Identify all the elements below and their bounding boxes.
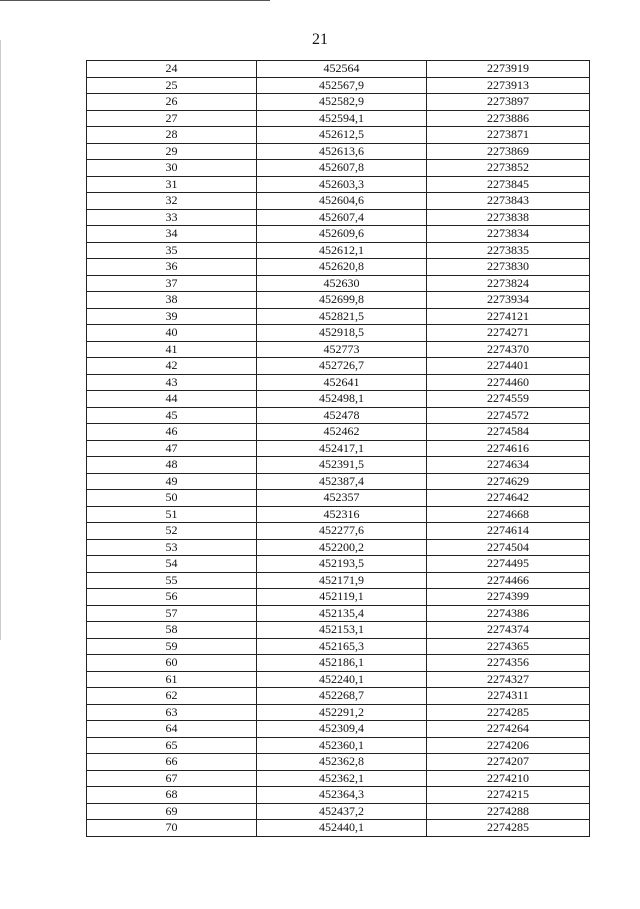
table-row — [87, 275, 590, 292]
y-coordinate-cell: 2274207 — [427, 754, 590, 771]
table-row — [87, 737, 590, 754]
table-row — [87, 110, 590, 127]
x-coordinate-cell: 452119,1 — [257, 589, 427, 606]
point-number-cell: 34 — [87, 226, 257, 243]
point-number-cell: 40 — [87, 325, 257, 342]
y-coordinate-cell: 2274584 — [427, 424, 590, 441]
y-coordinate-cell: 2274401 — [427, 358, 590, 375]
table-row — [87, 754, 590, 771]
point-number-cell: 49 — [87, 473, 257, 490]
point-number-cell: 58 — [87, 622, 257, 639]
point-number-cell: 30 — [87, 160, 257, 177]
table-row — [87, 77, 590, 94]
point-number-cell: 64 — [87, 721, 257, 738]
y-coordinate-cell: 2274285 — [427, 704, 590, 721]
y-coordinate-cell: 2274616 — [427, 440, 590, 457]
x-coordinate-cell: 452240,1 — [257, 671, 427, 688]
table-row — [87, 160, 590, 177]
y-coordinate-cell: 2273834 — [427, 226, 590, 243]
left-scan-edge — [0, 40, 1, 640]
table-row — [87, 440, 590, 457]
table-row — [87, 506, 590, 523]
y-coordinate-cell: 2274206 — [427, 737, 590, 754]
x-coordinate-cell: 452364,3 — [257, 787, 427, 804]
table-row — [87, 457, 590, 474]
y-coordinate-cell: 2273869 — [427, 143, 590, 160]
point-number-cell: 53 — [87, 539, 257, 556]
table-row — [87, 721, 590, 738]
point-number-cell: 42 — [87, 358, 257, 375]
table-row — [87, 407, 590, 424]
x-coordinate-cell: 452607,8 — [257, 160, 427, 177]
point-number-cell: 55 — [87, 572, 257, 589]
point-number-cell: 63 — [87, 704, 257, 721]
x-coordinate-cell: 452773 — [257, 341, 427, 358]
x-coordinate-cell: 452277,6 — [257, 523, 427, 540]
x-coordinate-cell: 452193,5 — [257, 556, 427, 573]
table-row — [87, 242, 590, 259]
point-number-cell: 33 — [87, 209, 257, 226]
table-row — [87, 308, 590, 325]
table-row — [87, 226, 590, 243]
table-row — [87, 655, 590, 672]
y-coordinate-cell: 2274504 — [427, 539, 590, 556]
x-coordinate-cell: 452135,4 — [257, 605, 427, 622]
x-coordinate-cell: 452291,2 — [257, 704, 427, 721]
y-coordinate-cell: 2274460 — [427, 374, 590, 391]
x-coordinate-cell: 452603,3 — [257, 176, 427, 193]
point-number-cell: 43 — [87, 374, 257, 391]
y-coordinate-cell: 2274285 — [427, 820, 590, 837]
y-coordinate-cell: 2274121 — [427, 308, 590, 325]
x-coordinate-cell: 452630 — [257, 275, 427, 292]
x-coordinate-cell: 452699,8 — [257, 292, 427, 309]
table-row — [87, 143, 590, 160]
y-coordinate-cell: 2274288 — [427, 803, 590, 820]
x-coordinate-cell: 452357 — [257, 490, 427, 507]
y-coordinate-cell: 2273824 — [427, 275, 590, 292]
x-coordinate-cell: 452268,7 — [257, 688, 427, 705]
y-coordinate-cell: 2274495 — [427, 556, 590, 573]
x-coordinate-cell: 452582,9 — [257, 94, 427, 111]
x-coordinate-cell: 452362,1 — [257, 770, 427, 787]
coordinates-table-body — [87, 61, 590, 837]
x-coordinate-cell: 452186,1 — [257, 655, 427, 672]
point-number-cell: 62 — [87, 688, 257, 705]
y-coordinate-cell: 2274386 — [427, 605, 590, 622]
y-coordinate-cell: 2274668 — [427, 506, 590, 523]
x-coordinate-cell: 452309,4 — [257, 721, 427, 738]
table-row — [87, 259, 590, 276]
point-number-cell: 26 — [87, 94, 257, 111]
table-row — [87, 671, 590, 688]
table-row — [87, 292, 590, 309]
y-coordinate-cell: 2274327 — [427, 671, 590, 688]
table-row — [87, 209, 590, 226]
table-row — [87, 605, 590, 622]
y-coordinate-cell: 2273897 — [427, 94, 590, 111]
y-coordinate-cell: 2274572 — [427, 407, 590, 424]
y-coordinate-cell: 2274370 — [427, 341, 590, 358]
point-number-cell: 27 — [87, 110, 257, 127]
table-row — [87, 473, 590, 490]
table-row — [87, 341, 590, 358]
point-number-cell: 47 — [87, 440, 257, 457]
y-coordinate-cell: 2274642 — [427, 490, 590, 507]
point-number-cell: 39 — [87, 308, 257, 325]
x-coordinate-cell: 452171,9 — [257, 572, 427, 589]
point-number-cell: 66 — [87, 754, 257, 771]
x-coordinate-cell: 452567,9 — [257, 77, 427, 94]
table-row — [87, 374, 590, 391]
y-coordinate-cell: 2274629 — [427, 473, 590, 490]
point-number-cell: 41 — [87, 341, 257, 358]
x-coordinate-cell: 452417,1 — [257, 440, 427, 457]
x-coordinate-cell: 452612,1 — [257, 242, 427, 259]
table-row — [87, 704, 590, 721]
y-coordinate-cell: 2273913 — [427, 77, 590, 94]
y-coordinate-cell: 2273835 — [427, 242, 590, 259]
y-coordinate-cell: 2274399 — [427, 589, 590, 606]
point-number-cell: 51 — [87, 506, 257, 523]
y-coordinate-cell: 2274466 — [427, 572, 590, 589]
table-row — [87, 61, 590, 78]
y-coordinate-cell: 2273845 — [427, 176, 590, 193]
table-row — [87, 787, 590, 804]
x-coordinate-cell: 452440,1 — [257, 820, 427, 837]
y-coordinate-cell: 2274264 — [427, 721, 590, 738]
point-number-cell: 61 — [87, 671, 257, 688]
table-row — [87, 622, 590, 639]
point-number-cell: 50 — [87, 490, 257, 507]
point-number-cell: 67 — [87, 770, 257, 787]
x-coordinate-cell: 452165,3 — [257, 638, 427, 655]
table-row — [87, 572, 590, 589]
x-coordinate-cell: 452609,6 — [257, 226, 427, 243]
point-number-cell: 46 — [87, 424, 257, 441]
point-number-cell: 37 — [87, 275, 257, 292]
point-number-cell: 54 — [87, 556, 257, 573]
x-coordinate-cell: 452360,1 — [257, 737, 427, 754]
y-coordinate-cell: 2274215 — [427, 787, 590, 804]
x-coordinate-cell: 452594,1 — [257, 110, 427, 127]
table-row — [87, 424, 590, 441]
y-coordinate-cell: 2274614 — [427, 523, 590, 540]
point-number-cell: 68 — [87, 787, 257, 804]
point-number-cell: 60 — [87, 655, 257, 672]
x-coordinate-cell: 452726,7 — [257, 358, 427, 375]
y-coordinate-cell: 2274374 — [427, 622, 590, 639]
table-row — [87, 325, 590, 342]
y-coordinate-cell: 2274634 — [427, 457, 590, 474]
y-coordinate-cell: 2273886 — [427, 110, 590, 127]
point-number-cell: 32 — [87, 193, 257, 210]
page-number: 21 — [312, 31, 328, 48]
x-coordinate-cell: 452612,5 — [257, 127, 427, 144]
table-row — [87, 589, 590, 606]
y-coordinate-cell: 2274559 — [427, 391, 590, 408]
point-number-cell: 65 — [87, 737, 257, 754]
table-row — [87, 638, 590, 655]
table-row — [87, 490, 590, 507]
point-number-cell: 70 — [87, 820, 257, 837]
x-coordinate-cell: 452613,6 — [257, 143, 427, 160]
y-coordinate-cell: 2274311 — [427, 688, 590, 705]
table-row — [87, 193, 590, 210]
y-coordinate-cell: 2273852 — [427, 160, 590, 177]
point-number-cell: 57 — [87, 605, 257, 622]
point-number-cell: 28 — [87, 127, 257, 144]
x-coordinate-cell: 452641 — [257, 374, 427, 391]
x-coordinate-cell: 452821,5 — [257, 308, 427, 325]
x-coordinate-cell: 452153,1 — [257, 622, 427, 639]
x-coordinate-cell: 452391,5 — [257, 457, 427, 474]
x-coordinate-cell: 452437,2 — [257, 803, 427, 820]
x-coordinate-cell: 452620,8 — [257, 259, 427, 276]
top-scan-rule — [0, 0, 270, 1]
x-coordinate-cell: 452200,2 — [257, 539, 427, 556]
point-number-cell: 48 — [87, 457, 257, 474]
point-number-cell: 31 — [87, 176, 257, 193]
coordinates-table — [86, 60, 590, 837]
point-number-cell: 38 — [87, 292, 257, 309]
table-row — [87, 391, 590, 408]
x-coordinate-cell: 452478 — [257, 407, 427, 424]
table-row — [87, 358, 590, 375]
y-coordinate-cell: 2273843 — [427, 193, 590, 210]
point-number-cell: 29 — [87, 143, 257, 160]
x-coordinate-cell: 452564 — [257, 61, 427, 78]
x-coordinate-cell: 452498,1 — [257, 391, 427, 408]
y-coordinate-cell: 2274356 — [427, 655, 590, 672]
y-coordinate-cell: 2273919 — [427, 61, 590, 78]
table-row — [87, 803, 590, 820]
table-row — [87, 539, 590, 556]
table-row — [87, 127, 590, 144]
y-coordinate-cell: 2273934 — [427, 292, 590, 309]
x-coordinate-cell: 452387,4 — [257, 473, 427, 490]
x-coordinate-cell: 452604,6 — [257, 193, 427, 210]
x-coordinate-cell: 452918,5 — [257, 325, 427, 342]
point-number-cell: 59 — [87, 638, 257, 655]
table-row — [87, 820, 590, 837]
y-coordinate-cell: 2273838 — [427, 209, 590, 226]
table-row — [87, 688, 590, 705]
point-number-cell: 69 — [87, 803, 257, 820]
y-coordinate-cell: 2273830 — [427, 259, 590, 276]
table-row — [87, 176, 590, 193]
y-coordinate-cell: 2274271 — [427, 325, 590, 342]
table-row — [87, 556, 590, 573]
point-number-cell: 24 — [87, 61, 257, 78]
x-coordinate-cell: 452462 — [257, 424, 427, 441]
y-coordinate-cell: 2273871 — [427, 127, 590, 144]
x-coordinate-cell: 452362,8 — [257, 754, 427, 771]
point-number-cell: 36 — [87, 259, 257, 276]
table-row — [87, 770, 590, 787]
x-coordinate-cell: 452316 — [257, 506, 427, 523]
point-number-cell: 35 — [87, 242, 257, 259]
table-row — [87, 94, 590, 111]
point-number-cell: 44 — [87, 391, 257, 408]
y-coordinate-cell: 2274365 — [427, 638, 590, 655]
point-number-cell: 52 — [87, 523, 257, 540]
point-number-cell: 56 — [87, 589, 257, 606]
table-row — [87, 523, 590, 540]
x-coordinate-cell: 452607,4 — [257, 209, 427, 226]
y-coordinate-cell: 2274210 — [427, 770, 590, 787]
point-number-cell: 45 — [87, 407, 257, 424]
point-number-cell: 25 — [87, 77, 257, 94]
